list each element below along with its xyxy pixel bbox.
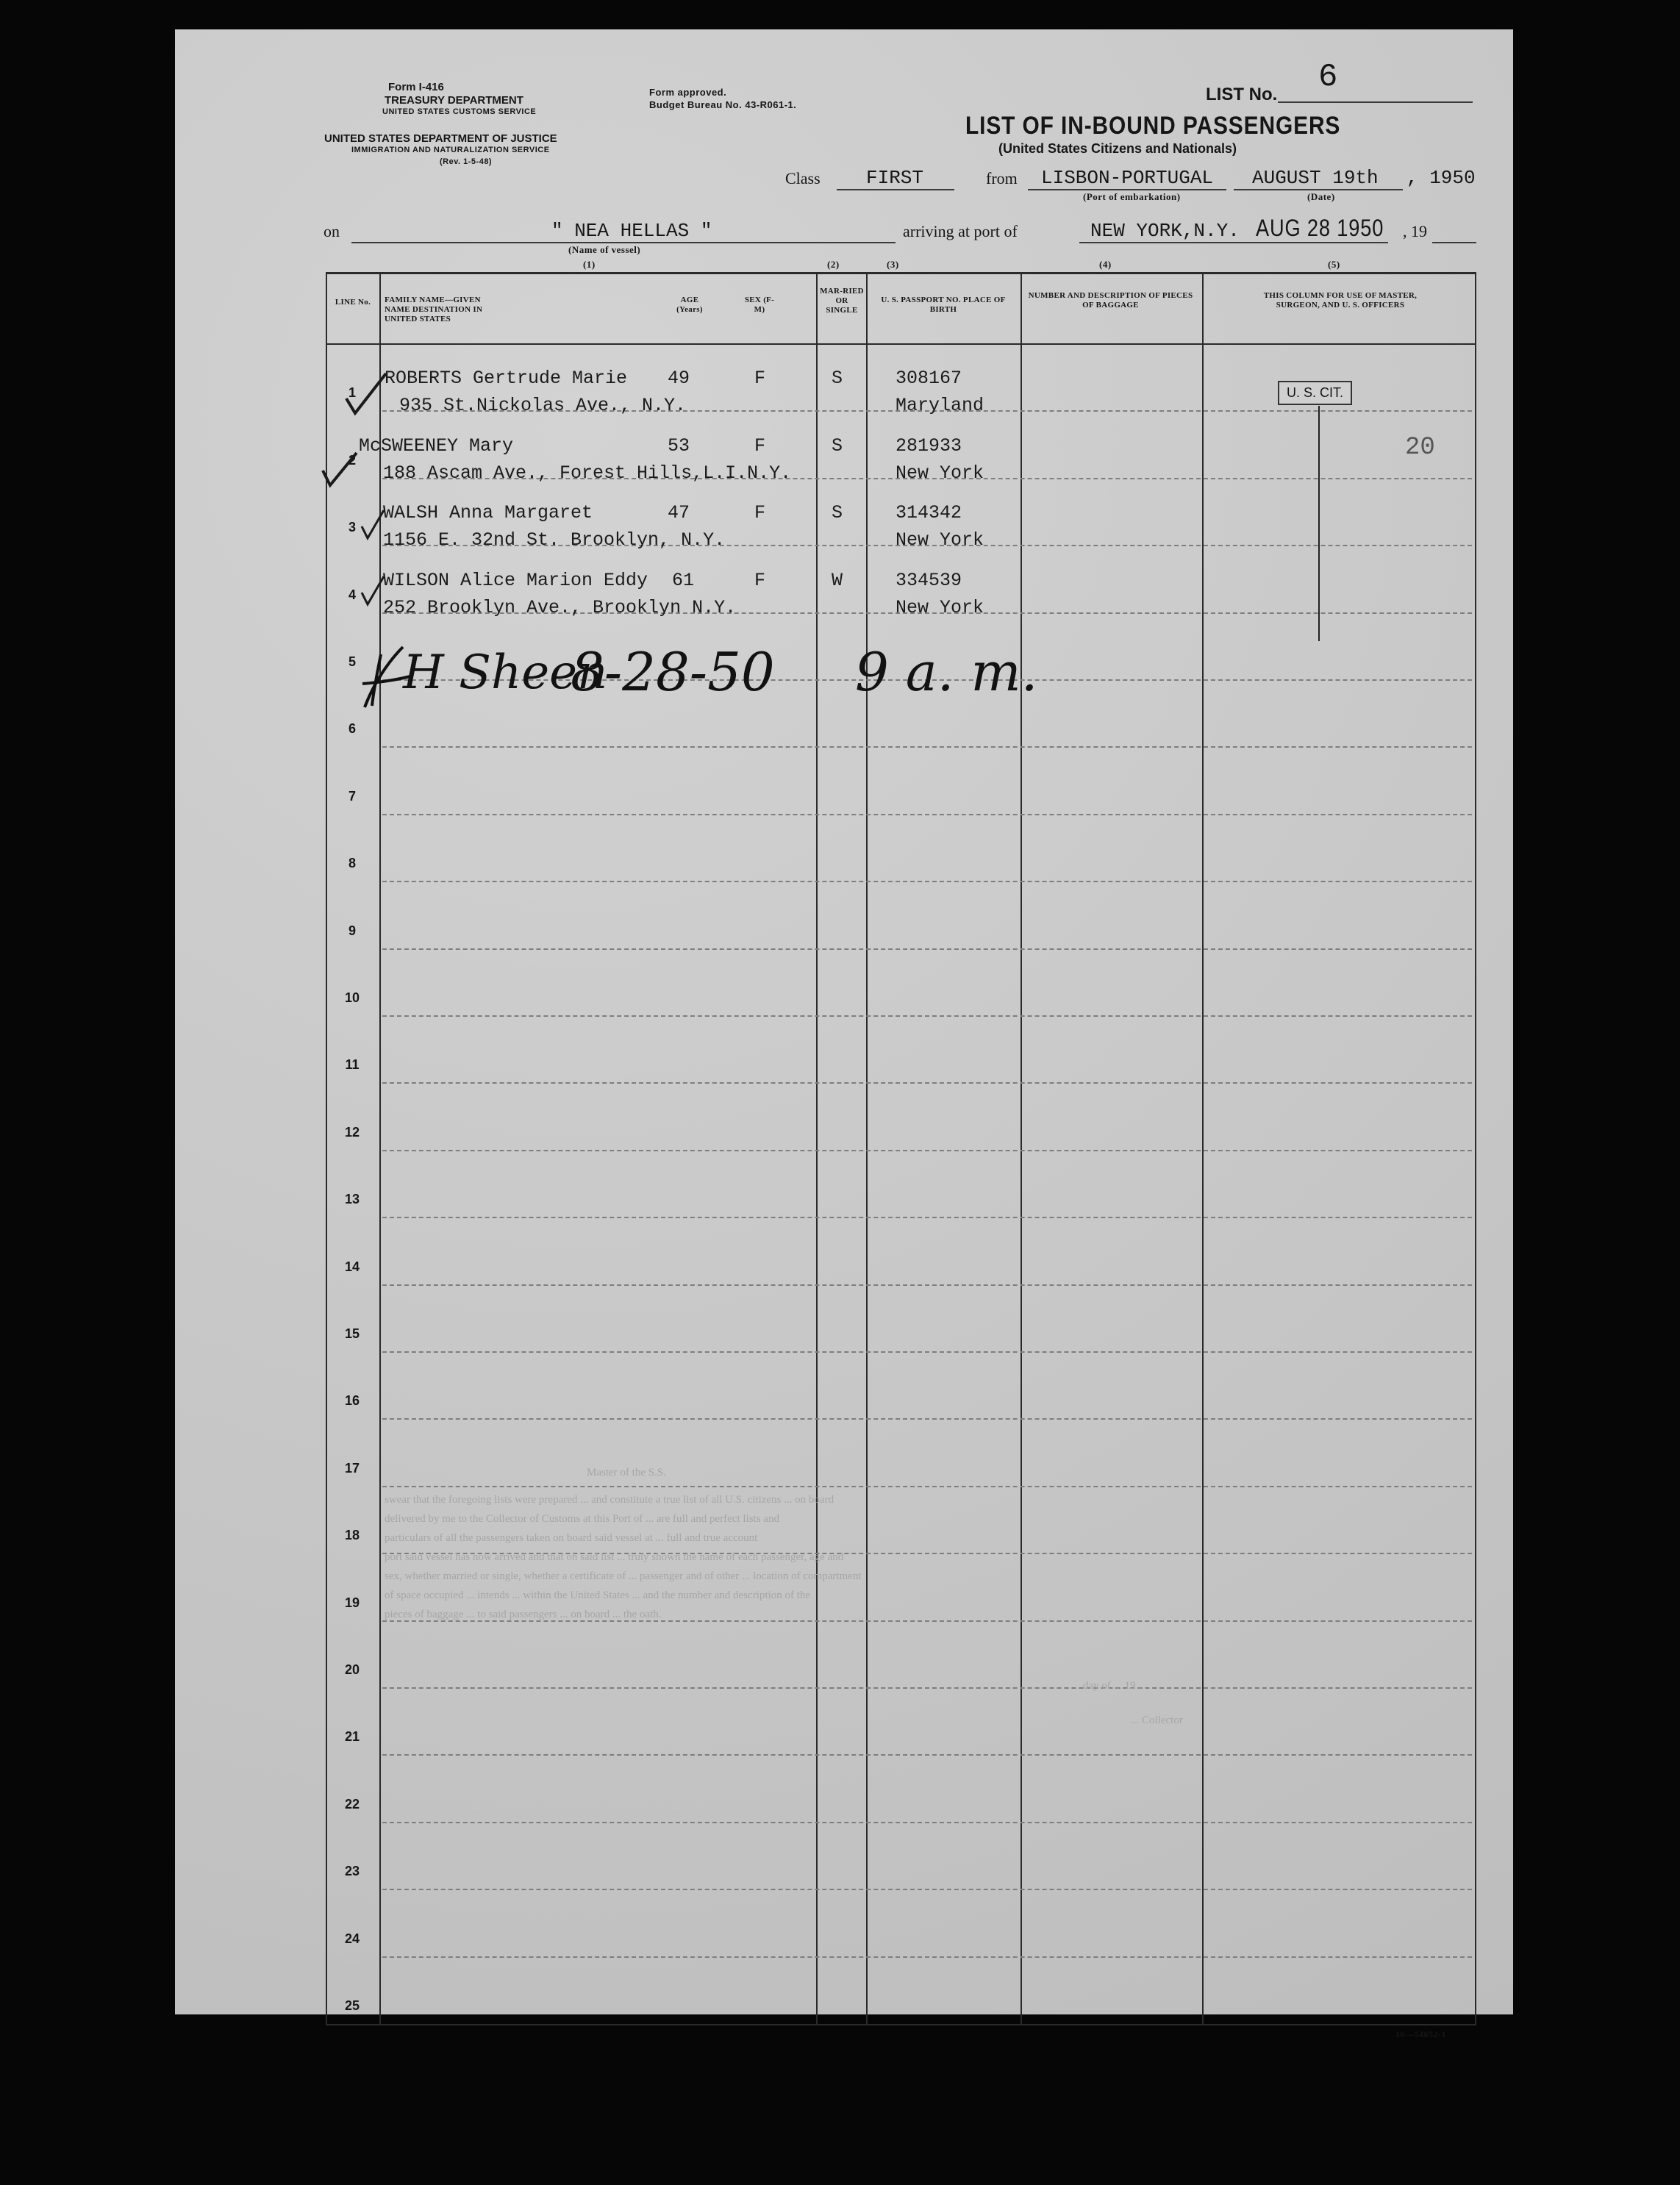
passport-number: 281933 [896, 435, 962, 457]
passenger-address: 1156 E. 32nd St. Brooklyn, N.Y. [383, 529, 726, 551]
line-number: 12 [344, 1124, 360, 1140]
us-citizen-stamp: U. S. CIT. [1278, 381, 1352, 405]
line-number: 22 [344, 1796, 360, 1812]
line-number: 5 [348, 654, 356, 669]
manifest-page: Form I-416 TREASURY DEPARTMENT UNITED STATES CUSTOMS SERVICE UNITED STATES DEPARTMENT OF JUSTICE IMMIGRATION AND NATURALIZATION SERVICE (Rev. 1-5-48) Form approved. Budget Bureau No. 43-R061-1. LIST No. 6 LIST OF IN-BOUND PASSENGERS (United States Citizens and Nationals) Class FIRST from LISBON-PORTUGAL (Port of embarkation) AUGUST 19th (Date) , 1950 on " NEA HELLAS " (Name of vessel) arriving at port of NEW YORK,N.Y. AUG 28 1950 , 19 (1) (2) (3) (4) (5) LINE No. FAMILY NAME—GIVEN NAME DESTINATION IN UNITED STATES AGE (Years) SEX (F-M) MAR-RIED OR SINGLE U. S. PASSPORT NO. PLACE OF BIRTH NUMBER AND DESCRIPTION OF PIECES OF BAGGAGE THIS COLUMN FOR USE OF MASTER, SURGEON, AND U. S. OFFICERS 1 2 3 4 5 6 7 8 9 10 11 12 13 14 15 16 17 18 19 20 21 22 23 24 25 ROBERTS Gertrude Marie 49 F S 308167 935 St.Nickolas Ave., N.Y. Maryland McSWEENEY Mary 53 F S 281933 188 Ascam Ave., Forest Hills,L.I.N.Y. New York WALSH Anna Margaret 47 F S 314342 1156 E. 32nd St. Brooklyn, N.Y. New York WILSON Alice Marion Eddy 61 F W 334539 252 Brooklyn Ave., Brooklyn N.Y. New York U. S. CIT. 20 H Sheen 8-28-50 9 a. m. Master of the S.S. swear that the foregoing lists were prepared ... and constitute a true list of all U.S. citizens ... on board delivered by me to the Collector of Customs at this Port of ... are full and perfect lists and particulars of all the passengers taken on board said vessel at ... full and true account port said vessel has now arrived and that on said list ... truly shown the name of each passenger, age and sex, whether married or single, whether a certificate of ... passenger and of other ... location of compartment of space occupied ... intends ... within the United States ... and the number and description of the pieces of baggage ... to said passengers ... on board ... the oath. day of ... 19 ... ... Collector 16—54652-1 [175, 29, 1513, 2014]
header-line-no: LINE No. [335, 298, 371, 307]
line-number: 10 [344, 990, 360, 1005]
line-number: 24 [344, 1931, 360, 1946]
form-number: Form I-416 [388, 81, 444, 93]
line-number: 25 [344, 1998, 360, 2013]
line-number: 1 [348, 385, 356, 401]
birthplace: New York [896, 597, 984, 618]
passenger-age: 53 [668, 435, 690, 457]
col-num-2: (2) [827, 259, 840, 270]
passenger-marital: S [832, 368, 843, 389]
passenger-count: 20 [1405, 434, 1435, 462]
revision: (Rev. 1-5-48) [440, 157, 493, 166]
line-number: 4 [348, 587, 356, 602]
row-separator [382, 1351, 1472, 1353]
line-number: 8 [348, 856, 356, 871]
port-of-embarkation: LISBON-PORTUGAL [1041, 167, 1214, 189]
passport-number: 334539 [896, 570, 962, 591]
passenger-name: WALSH Anna Margaret [383, 502, 593, 523]
row-separator [382, 1889, 1472, 1890]
header-passport: U. S. PASSPORT NO. PLACE OF BIRTH [881, 296, 1006, 314]
passenger-age: 47 [668, 502, 690, 523]
passenger-age: 49 [668, 368, 690, 389]
line-number: 11 [345, 1057, 360, 1073]
row-separator [382, 814, 1472, 815]
col-num-4: (4) [1099, 259, 1112, 270]
header-married: MAR-RIED OR SINGLE [820, 287, 864, 315]
header-name: FAMILY NAME—GIVEN NAME DESTINATION IN UNITED STATES [385, 296, 483, 323]
inspection-date: 8-28-50 [571, 641, 775, 703]
row-separator [382, 1082, 1472, 1084]
checkmark-icon [340, 368, 392, 419]
inspection-time: 9 a. m. [855, 641, 1038, 703]
arrival-date-stamp: AUG 28 1950 [1256, 215, 1384, 241]
line-number: 6 [348, 721, 356, 737]
passenger-age: 61 [672, 570, 695, 591]
passport-number: 308167 [896, 368, 962, 389]
line-number: 17 [344, 1460, 360, 1476]
line-number: 16 [344, 1393, 360, 1409]
arrival-year: , 19 [1403, 222, 1427, 240]
checkmark-icon [318, 448, 362, 493]
row-separator [382, 1486, 1472, 1487]
passenger-sex: F [754, 570, 766, 591]
page-subtitle: (United States Citizens and Nationals) [998, 141, 1237, 156]
line-number: 13 [344, 1192, 360, 1207]
on-label: on [324, 222, 340, 240]
passenger-address: 935 St.Nickolas Ave., N.Y. [399, 395, 687, 416]
passenger-sex: F [754, 502, 766, 523]
vessel-caption: (Name of vessel) [568, 244, 641, 255]
row-separator [382, 948, 1472, 950]
line-number: 21 [344, 1729, 360, 1745]
birthplace: New York [896, 462, 984, 484]
row-separator [382, 881, 1472, 882]
arriving-label: arriving at port of [903, 222, 1018, 240]
line-number: 2 [348, 452, 356, 468]
row-separator [382, 1150, 1472, 1151]
passenger-address: 252 Brooklyn Ave., Brooklyn N.Y. [383, 597, 737, 618]
row-separator [382, 1284, 1472, 1286]
row-separator [382, 1956, 1472, 1958]
form-approved: Form approved. [649, 87, 727, 98]
header-age: AGE (Years) [676, 296, 703, 314]
col-num-1: (1) [583, 259, 596, 270]
row-separator [382, 1015, 1472, 1017]
line-number: 19 [344, 1595, 360, 1610]
list-no-label: LIST No. [1206, 85, 1278, 104]
col-num-3: (3) [887, 259, 899, 270]
line-number: 9 [348, 923, 356, 938]
passenger-sex: F [754, 368, 766, 389]
from-label: from [986, 169, 1018, 187]
passenger-name: McSWEENEY Mary [359, 435, 514, 457]
vessel-name: " NEA HELLAS " [551, 220, 712, 242]
passenger-marital: S [832, 502, 843, 523]
passenger-address: 188 Ascam Ave., Forest Hills,L.I.N.Y. [383, 462, 792, 484]
embark-year: , 1950 [1406, 167, 1476, 189]
class-label: Class [785, 169, 821, 187]
birthplace: Maryland [896, 395, 984, 416]
passenger-name: WILSON Alice Marion Eddy [383, 570, 648, 591]
birthplace: New York [896, 529, 984, 551]
line-number: 7 [348, 788, 356, 804]
passenger-name: ROBERTS Gertrude Marie [385, 368, 628, 389]
justice-dept: UNITED STATES DEPARTMENT OF JUSTICE [324, 132, 557, 145]
arrival-port: NEW YORK,N.Y. [1090, 220, 1240, 242]
date-caption: (Date) [1307, 191, 1335, 202]
list-no-value: 6 [1318, 59, 1338, 96]
row-separator [382, 1687, 1472, 1689]
header-officers: THIS COLUMN FOR USE OF MASTER, SURGEON, AND U. S. OFFICERS [1263, 291, 1418, 310]
row-separator [382, 746, 1472, 748]
line-number: 3 [348, 520, 356, 535]
embark-caption: (Port of embarkation) [1083, 191, 1181, 202]
passport-number: 314342 [896, 502, 962, 523]
page-title: LIST OF IN-BOUND PASSENGERS [965, 112, 1341, 140]
ins-service: IMMIGRATION AND NATURALIZATION SERVICE [351, 146, 550, 154]
budget-bureau: Budget Bureau No. 43-R061-1. [649, 99, 797, 110]
row-separator [382, 1418, 1472, 1420]
line-number: 14 [344, 1259, 360, 1274]
class-value: FIRST [866, 167, 924, 189]
passenger-sex: F [754, 435, 766, 457]
row-separator [382, 1822, 1472, 1823]
header-sex: SEX (F-M) [744, 296, 775, 314]
line-number: 20 [344, 1662, 360, 1677]
line-number: 23 [344, 1864, 360, 1879]
row-separator [382, 1754, 1472, 1756]
passenger-marital: W [832, 570, 843, 591]
treasury-dept: TREASURY DEPARTMENT [385, 94, 523, 107]
checkmark-icon [359, 573, 388, 610]
form-print-code: 16—54652-1 [1395, 2029, 1446, 2039]
line-number: 18 [344, 1528, 360, 1543]
line-number: 15 [344, 1326, 360, 1341]
col-num-5: (5) [1328, 259, 1340, 270]
passenger-marital: S [832, 435, 843, 457]
row-separator [382, 1217, 1472, 1218]
header-baggage: NUMBER AND DESCRIPTION OF PIECES OF BAGGAGE [1028, 291, 1193, 310]
inspector-signature: H Sheen [403, 646, 608, 700]
checkmark-icon [359, 507, 388, 544]
customs-service: UNITED STATES CUSTOMS SERVICE [382, 107, 537, 116]
embark-date: AUGUST 19th [1252, 167, 1379, 189]
